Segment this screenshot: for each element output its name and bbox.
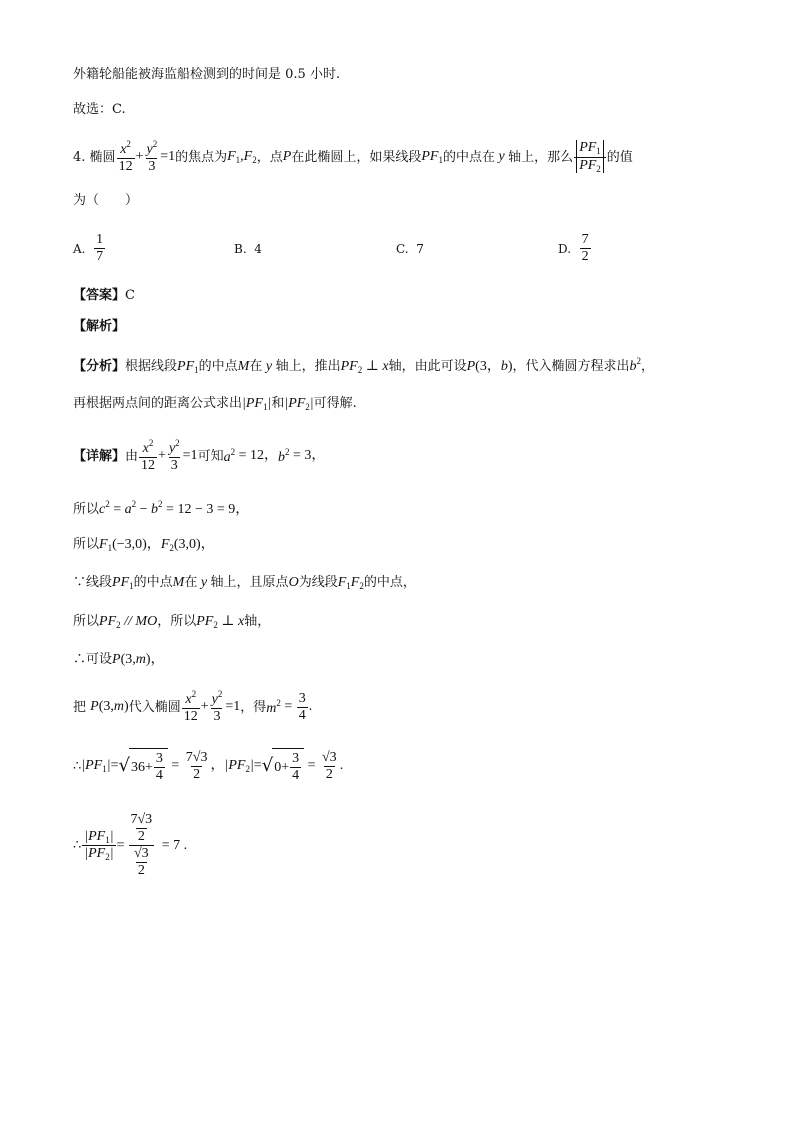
detail-line6: ∴可设P(3,m)， bbox=[73, 652, 165, 667]
detail-line9: ∴ $\frac{|PF_1|}{|PF_2|}$ = $\frac{\frac{7√3}{2}}{\frac{√3}{2}}$ = 7 . bbox=[73, 812, 188, 879]
option-d: D. $\frac{7}{2}$ bbox=[558, 232, 589, 265]
question-stem-line2: 为（ ） bbox=[73, 193, 139, 208]
detail-line5: 所以$PF_2$ // MO，所以$PF_2$ ⊥ x轴， bbox=[73, 614, 271, 630]
ellipse-x-term: $\frac{x^2}{12}$ bbox=[118, 139, 133, 175]
detail-line3: 所以$F_1(-3,0)$，$F_2(3,0)$， bbox=[73, 537, 215, 553]
detail-line7: 把 P (3, m ) 代入椭圆 $\frac{x^2}{12}$ + $\frac{y^2}{3}$ =1 ，得 $m^2$ = $\frac{3}{4}$ . bbox=[73, 689, 313, 725]
detail-line1: 【详解】 由 $\frac{x^2}{12}$ + $\frac{y^2}{3}$ =1 可知 $a^2$ = 12， $b^2$ = 3， bbox=[73, 438, 326, 474]
answer-value: C bbox=[125, 288, 135, 303]
analysis-tag: 【解析】 bbox=[73, 319, 126, 334]
detail-line4: ∵线段$PF_1$的中点M在 y 轴上，且原点O为线段$F_1F_2$的中点， bbox=[73, 575, 416, 591]
prev-answer: 故选：C. bbox=[73, 102, 126, 117]
ellipse-y-term: $\frac{y^2}{3}$ bbox=[146, 139, 158, 175]
fenxi-line2: 再根据两点间的距离公式求出$|PF_1|$和$|PF_2|$可得解. bbox=[73, 396, 357, 412]
answer-tag: 【答案】 bbox=[73, 288, 126, 303]
detail-line2: 所以$c^2 = a^2 - b^2 = 12 - 3 = 9$， bbox=[73, 499, 250, 517]
answer-line bbox=[73, 289, 135, 302]
question-stem: 4. 椭圆 $\frac{x^2}{12}$ + $\frac{y^2}{3}$ =1 的焦点为 $F_1,F_2$ ，点 P 在此椭圆上，如果线段 $PF_1$ 的中点在 y 轴上，那么 $\frac{PF_1}{PF_2}$ 的值 bbox=[73, 139, 633, 175]
prev-conclusion: 外籍轮船能被海监船检测到的时间是 0.5 小时. bbox=[73, 67, 341, 82]
option-b: B. 4 bbox=[234, 242, 262, 256]
ratio-expression: $\frac{PF_1}{PF_2}$ bbox=[574, 140, 606, 174]
question-number: 4. bbox=[73, 149, 86, 165]
option-c: C. 7 bbox=[396, 242, 424, 256]
fenxi-line1: 【分析】根据线段$PF_1$的中点M在 y 轴上，推出$PF_2$ ⊥ x轴，由此可设P(3，b)，代入椭圆方程求出$b^2$， bbox=[73, 356, 655, 375]
detail-line8: ∴ $|PF_1|$ = √ 36+ $\frac{3}{4}$ = $\frac{7√3}{2}$ ， $|PF_2|$ = √ 0+ $\frac{3}{4}$ = $\frac{√3}{2}$ . bbox=[73, 749, 344, 784]
option-a: A. $\frac{1}{7}$ bbox=[73, 232, 104, 265]
